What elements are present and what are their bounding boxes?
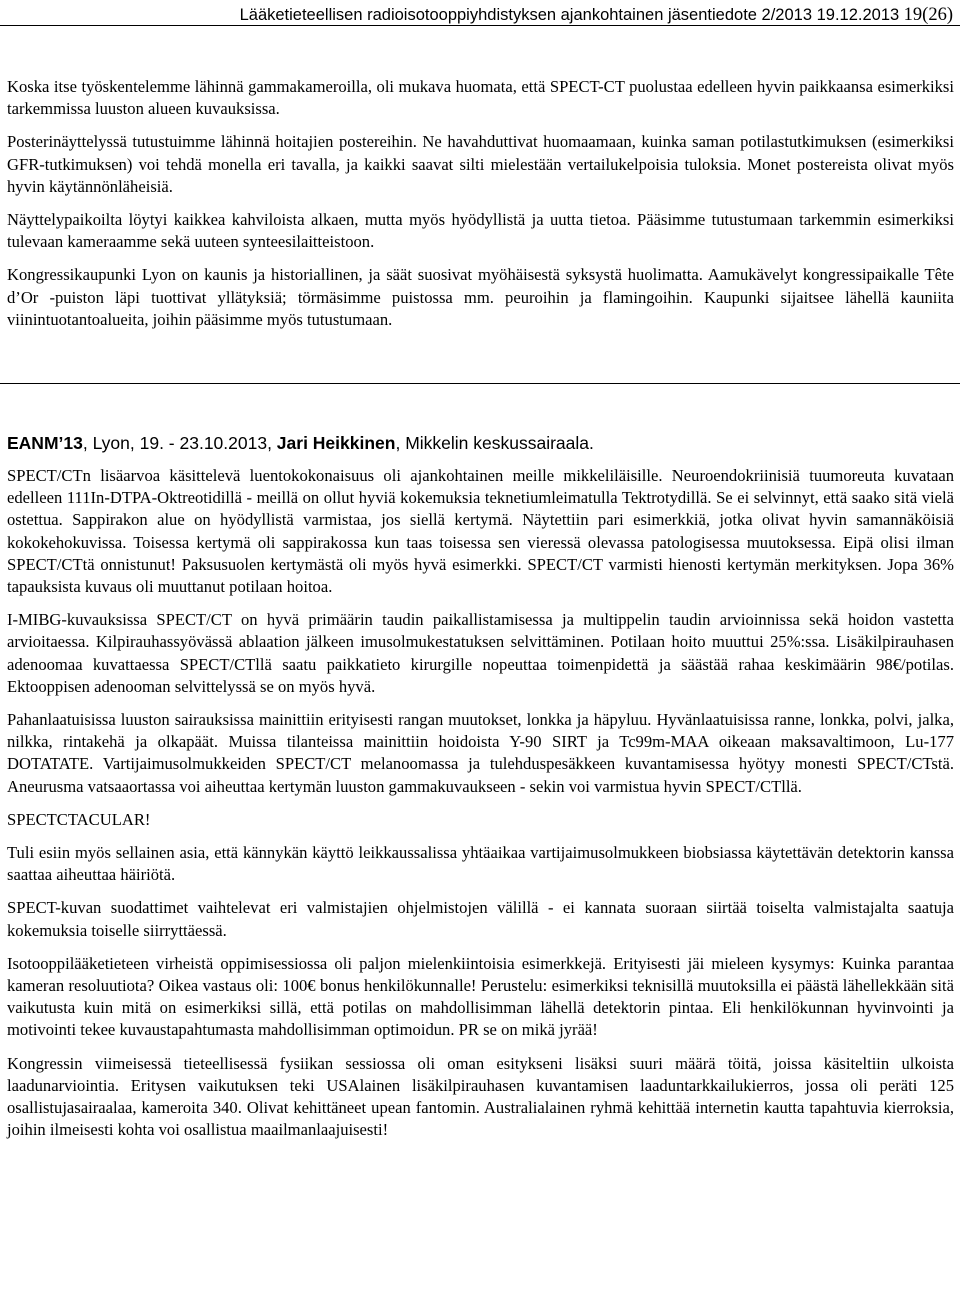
paragraph: Pahanlaatuisissa luuston sairauksissa mainittiin erityisesti rangan muutokset, lonkka ja häpyluu. Hyvänlaatuisissa ranne, lonkka, polvi, jalka, nilkka, rintakehä ja olkapäät. Muissa tilanteissa mainittiin hoidoista Y-90 SIRT ja Tc99m-MAA oikeaan maksavaltimoon, Lu-177 DOTATATE. Vartijaimusolmukkeiden SPECT/CT melanoomassa ja tulehduspesäkkeen kuvantamisessa hyötyy monesti SPECT/CTstä. Aneurusma vatsaaortassa voi aiheuttaa kertymän luuston gammakuvaukseen - sekin voi varmistua hyvin SPECT/CTllä. (7, 710, 954, 796)
paragraph: Näyttelypaikoilta löytyi kaikkea kahviloista alkaen, mutta myös hyödyllistä ja uutta tietoa. Pääsimme tutustumaan tarkemmin esimerkiksi tulevaan kameraamme sekä uuteen synteesilaitteistoon. (7, 210, 954, 252)
paragraph: Kongressikaupunki Lyon on kaunis ja historiallinen, ja säät suosivat myöhäisestä syksystä huolimatta. Aamukävelyt kongressipaikalle Tête d’Or -puiston läpi tuottivat yllätyksiä; törmäsimme puistossa mm. peuroihin ja flamingoihin. Kaupunki sijaitsee lähellä kauniita viinintuotantoalueita, joihin pääsimme myös tutustumaan. (7, 265, 954, 329)
paragraph: SPECT-kuvan suodattimet vaihtelevat eri valmistajien ohjelmistojen välillä - ei kannata suoraan siirtää toiselta valmistajalta saatuja kokemuksia toiselle siirryttäessä. (7, 898, 954, 940)
section-heading (7, 432, 954, 454)
intro-section (7, 76, 954, 342)
section-divider (0, 383, 960, 384)
paragraph: Posterinäyttelyssä tutustuimme lähinnä hoitajien postereihin. Ne havahduttivat huomaamaan, kuinka saman potilastutkimuksen (esimerkiksi GFR-tutkimuksen) voi tehdä monella eri tavalla, ja kaikki saavat silti mielestään vertailukelpoisia tuloksia. Monet postereista olivat myös hyvin käytännönläheisiä. (7, 132, 954, 196)
header-title: Lääketieteellisen radioisotooppiyhdistyksen ajankohtainen jäsentiedote 2/2013 19.12.2013 (239, 6, 900, 24)
paragraph: SPECT/CTn lisäarvoa käsittelevä luentokokonaisuus oli ajankohtainen meille mikkeliläisille. Neuroendokriinisiä tuumoreuta kuvataan edelleen 111In-DTPA-Oktreotidillä - meillä on ollut hyviä kokemuksia teknetiumleimatulla Tektrotydillä. Se ei selvinnyt, että saako sitä vielä ostettua. Sappirakon alue on hyödyllistä varmistaa, jos siellä kertymä. Näytettiin pari esimerkkiä, jotka olivat hyvin samannäköisiä kokokehokuvissa. Toisessa kertymä oli sappirakossa kun taas toisessa sen vieressä olevassa patologisessa muutoksessa. Eipä olisi ilman SPECT/CTtä onnistunut! Paksusuolen kertymästä oli myös hyvä esimerkki. SPECT/CT varmisti hienosti kertymän merkityksen. Jopa 36% tapauksista kuvaus oli muuttanut potilaan hoitoa. (7, 466, 954, 597)
event-name: EANM’13 (7, 433, 83, 453)
header-rule (0, 25, 960, 26)
report-section (7, 432, 954, 1152)
page-header (0, 0, 960, 26)
author-affiliation: , Mikkelin keskussairaala. (395, 433, 594, 453)
paragraph: Kongressin viimeisessä tieteellisessä fysiikan sessiossa oli oman esitykseni lisäksi suuri määrä töitä, joissa käsiteltiin ulkoista laadunarviointia. Eritysen vaikutuksen teki USAlainen lisäkilpirauhasen kuvantamisen laaduntarkkailukierros, jossa oli peräti 125 osallistujasairaalaa, kameroita 340. Olivat kehittäneet upean fantomin. Australialainen ryhmä kehittää internetin kautta tapahtuvia kierroksia, joihin ilmeisesti kohta voi osallistua maailmanlaajuisesti! (7, 1053, 954, 1140)
event-location-date: , Lyon, 19. - 23.10.2013, (82, 433, 277, 453)
paragraph: I-MIBG-kuvauksissa SPECT/CT on hyvä primäärin taudin paikallistamisessa ja multippelin taudin arvioinnissa sekä hoidon vastetta arvioitaessa. Kilpirauhassyövässä ablaation jälkeen imusolmukestatuksen selvittäminen. Potilaan hoito muuttui 25%:ssa. Lisäkilpirauhasen adenoomaa kuvattaessa SPECT/CTllä saatu paikkatieto kirurgille nopeuttaa toimenpidettä ja säästää rahaa keskimäärin 98€/potilas. Ektooppisen adenooman selvittelyssä se on myös hyvä. (7, 610, 954, 696)
paragraph: Isotooppilääketieteen virheistä oppimisessiossa oli paljon mielenkiintoisia esimerkkejä. Erityisesti jäi mieleen kysymys: Kuinka parantaa kameran resoluutiota? Oikea vastaus oli: 100€ bonus henkilökunnalle! Perustelu: esimerkiksi teknisillä muutoksilla ei päästä lähellekkään sitä vaikutusta kuin mitä on esimerkiksi sillä, että potilas on mahdollisimman lähellä detektorin pintaa. Eli henkilökunnan hyvinvointi ja motivointi tekee kuvaustapahtumasta mahdollisimman optimoidun. PR se on mikä jyrää! (7, 953, 954, 1040)
paragraph: SPECTCTACULAR! (7, 809, 151, 829)
author-name: Jari Heikkinen (276, 433, 396, 453)
paragraph: Koska itse työskentelemme lähinnä gammakameroilla, oli mukava huomata, että SPECT-CT puolustaa edelleen hyvin paikkaansa esimerkiksi tarkemmissa luuston alueen kuvauksissa. (7, 77, 954, 119)
page-number: 19(26) (903, 5, 953, 25)
paragraph: Tuli esiin myös sellainen asia, että kännykän käyttö leikkaussalissa yhtäaikaa vartijaimusolmukkeen biobsiassa käytettävän detektorin kanssa saattaa aiheuttaa häiriötä. (7, 843, 954, 885)
